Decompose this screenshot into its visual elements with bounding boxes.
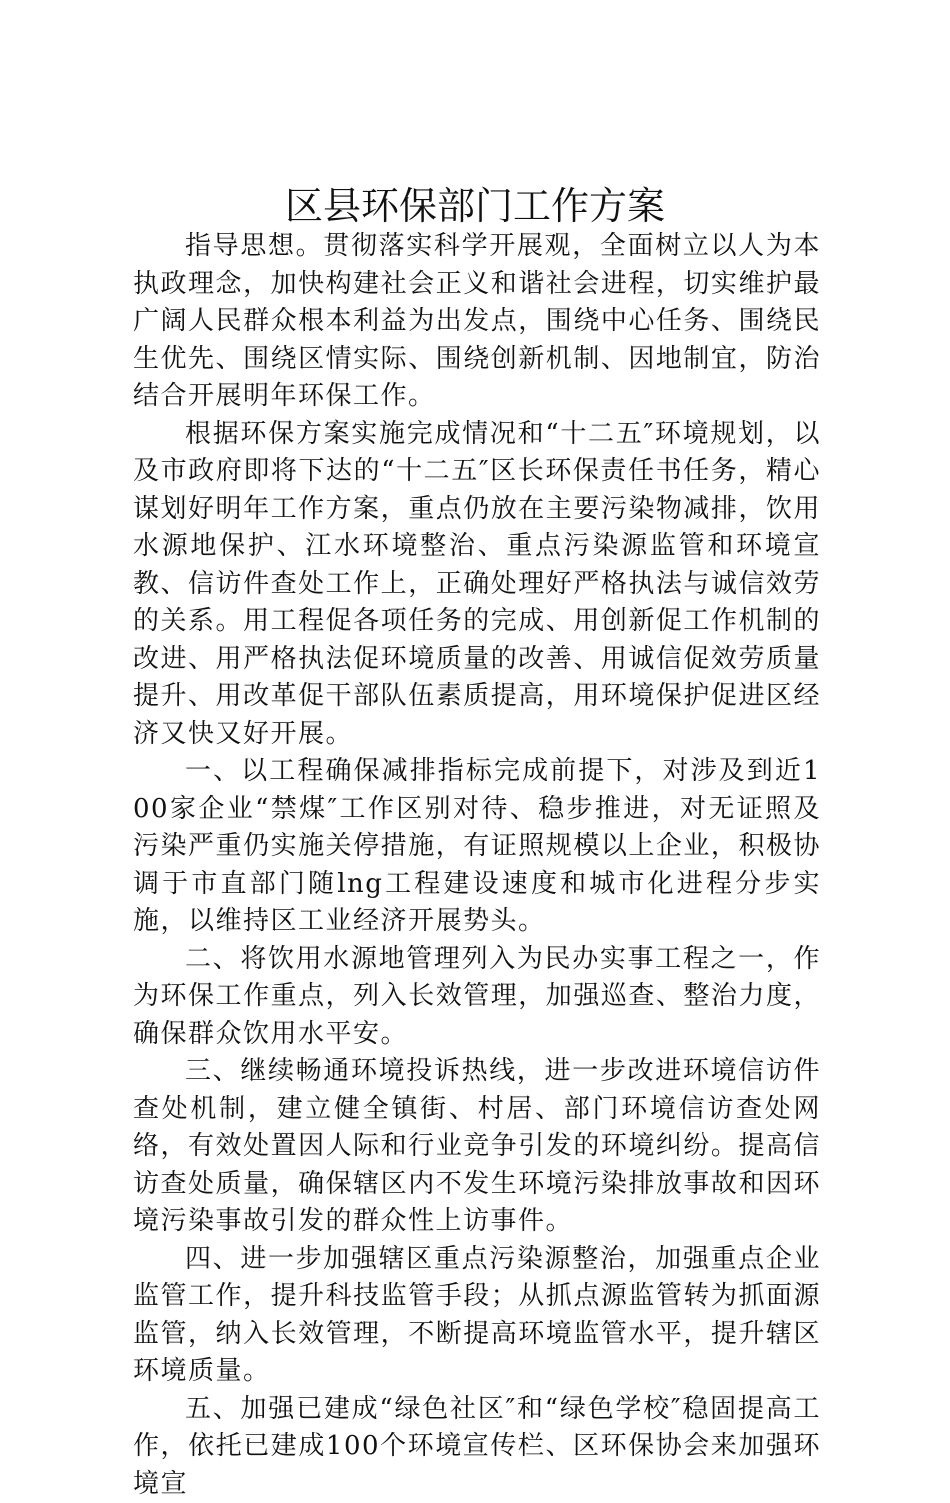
paragraph-item-four: 四、进一步加强辖区重点污染源整治，加强重点企业监管工作，提升科技监管手段；从抓点源监管转为抓面源监管，纳入长效管理，不断提高环境监管水平，提升辖区环境质量。 (133, 1241, 821, 1391)
paragraph-item-two: 二、将饮用水源地管理列入为民办实事工程之一，作为环保工作重点，列入长效管理，加强巡查、整治力度，确保群众饮用水平安。 (133, 941, 821, 1054)
paragraph-guiding-ideology: 指导思想。贯彻落实科学开展观，全面树立以人为本执政理念，加快构建社会正义和谐社会进程，切实维护最广阔人民群众根本利益为出发点，围绕中心任务、围绕民生优先、围绕区情实际、围绕创新机制、因地制宜，防治结合开展明年环保工作。 (133, 228, 821, 416)
document-title: 区县环保部门工作方案 (0, 176, 950, 236)
paragraph-work-plan-basis: 根据环保方案实施完成情况和“十二五″环境规划，以及市政府即将下达的“十二五″区长环保责任书任务，精心谋划好明年工作方案，重点仍放在主要污染物减排，饮用水源地保护、江水环境整治、重点污染源监管和环境宣教、信访件查处工作上，正确处理好严格执法与诚信效劳的关系。用工程促各项任务的完成、用创新促工作机制的改进、用严格执法促环境质量的改善、用诚信促效劳质量提升、用改革促干部队伍素质提高，用环境保护促进区经济又快又好开展。 (133, 416, 821, 754)
document-body (133, 228, 821, 1503)
paragraph-item-five: 五、加强已建成“绿色社区″和“绿色学校″稳固提高工作，依托已建成100个环境宣传栏、区环保协会来加强环境宣 (133, 1391, 821, 1503)
paragraph-item-three: 三、继续畅通环境投诉热线，进一步改进环境信访件查处机制，建立健全镇街、村居、部门环境信访查处网络，有效处置因人际和行业竞争引发的环境纠纷。提高信访查处质量，确保辖区内不发生环境污染排放事故和因环境污染事故引发的群众性上访事件。 (133, 1053, 821, 1241)
paragraph-item-one: 一、以工程确保减排指标完成前提下，对涉及到近100家企业“禁煤″工作区别对待、稳步推进，对无证照及污染严重仍实施关停措施，有证照规模以上企业，积极协调于市直部门随lng工程建设速度和城市化进程分步实施，以维持区工业经济开展势头。 (133, 753, 821, 941)
